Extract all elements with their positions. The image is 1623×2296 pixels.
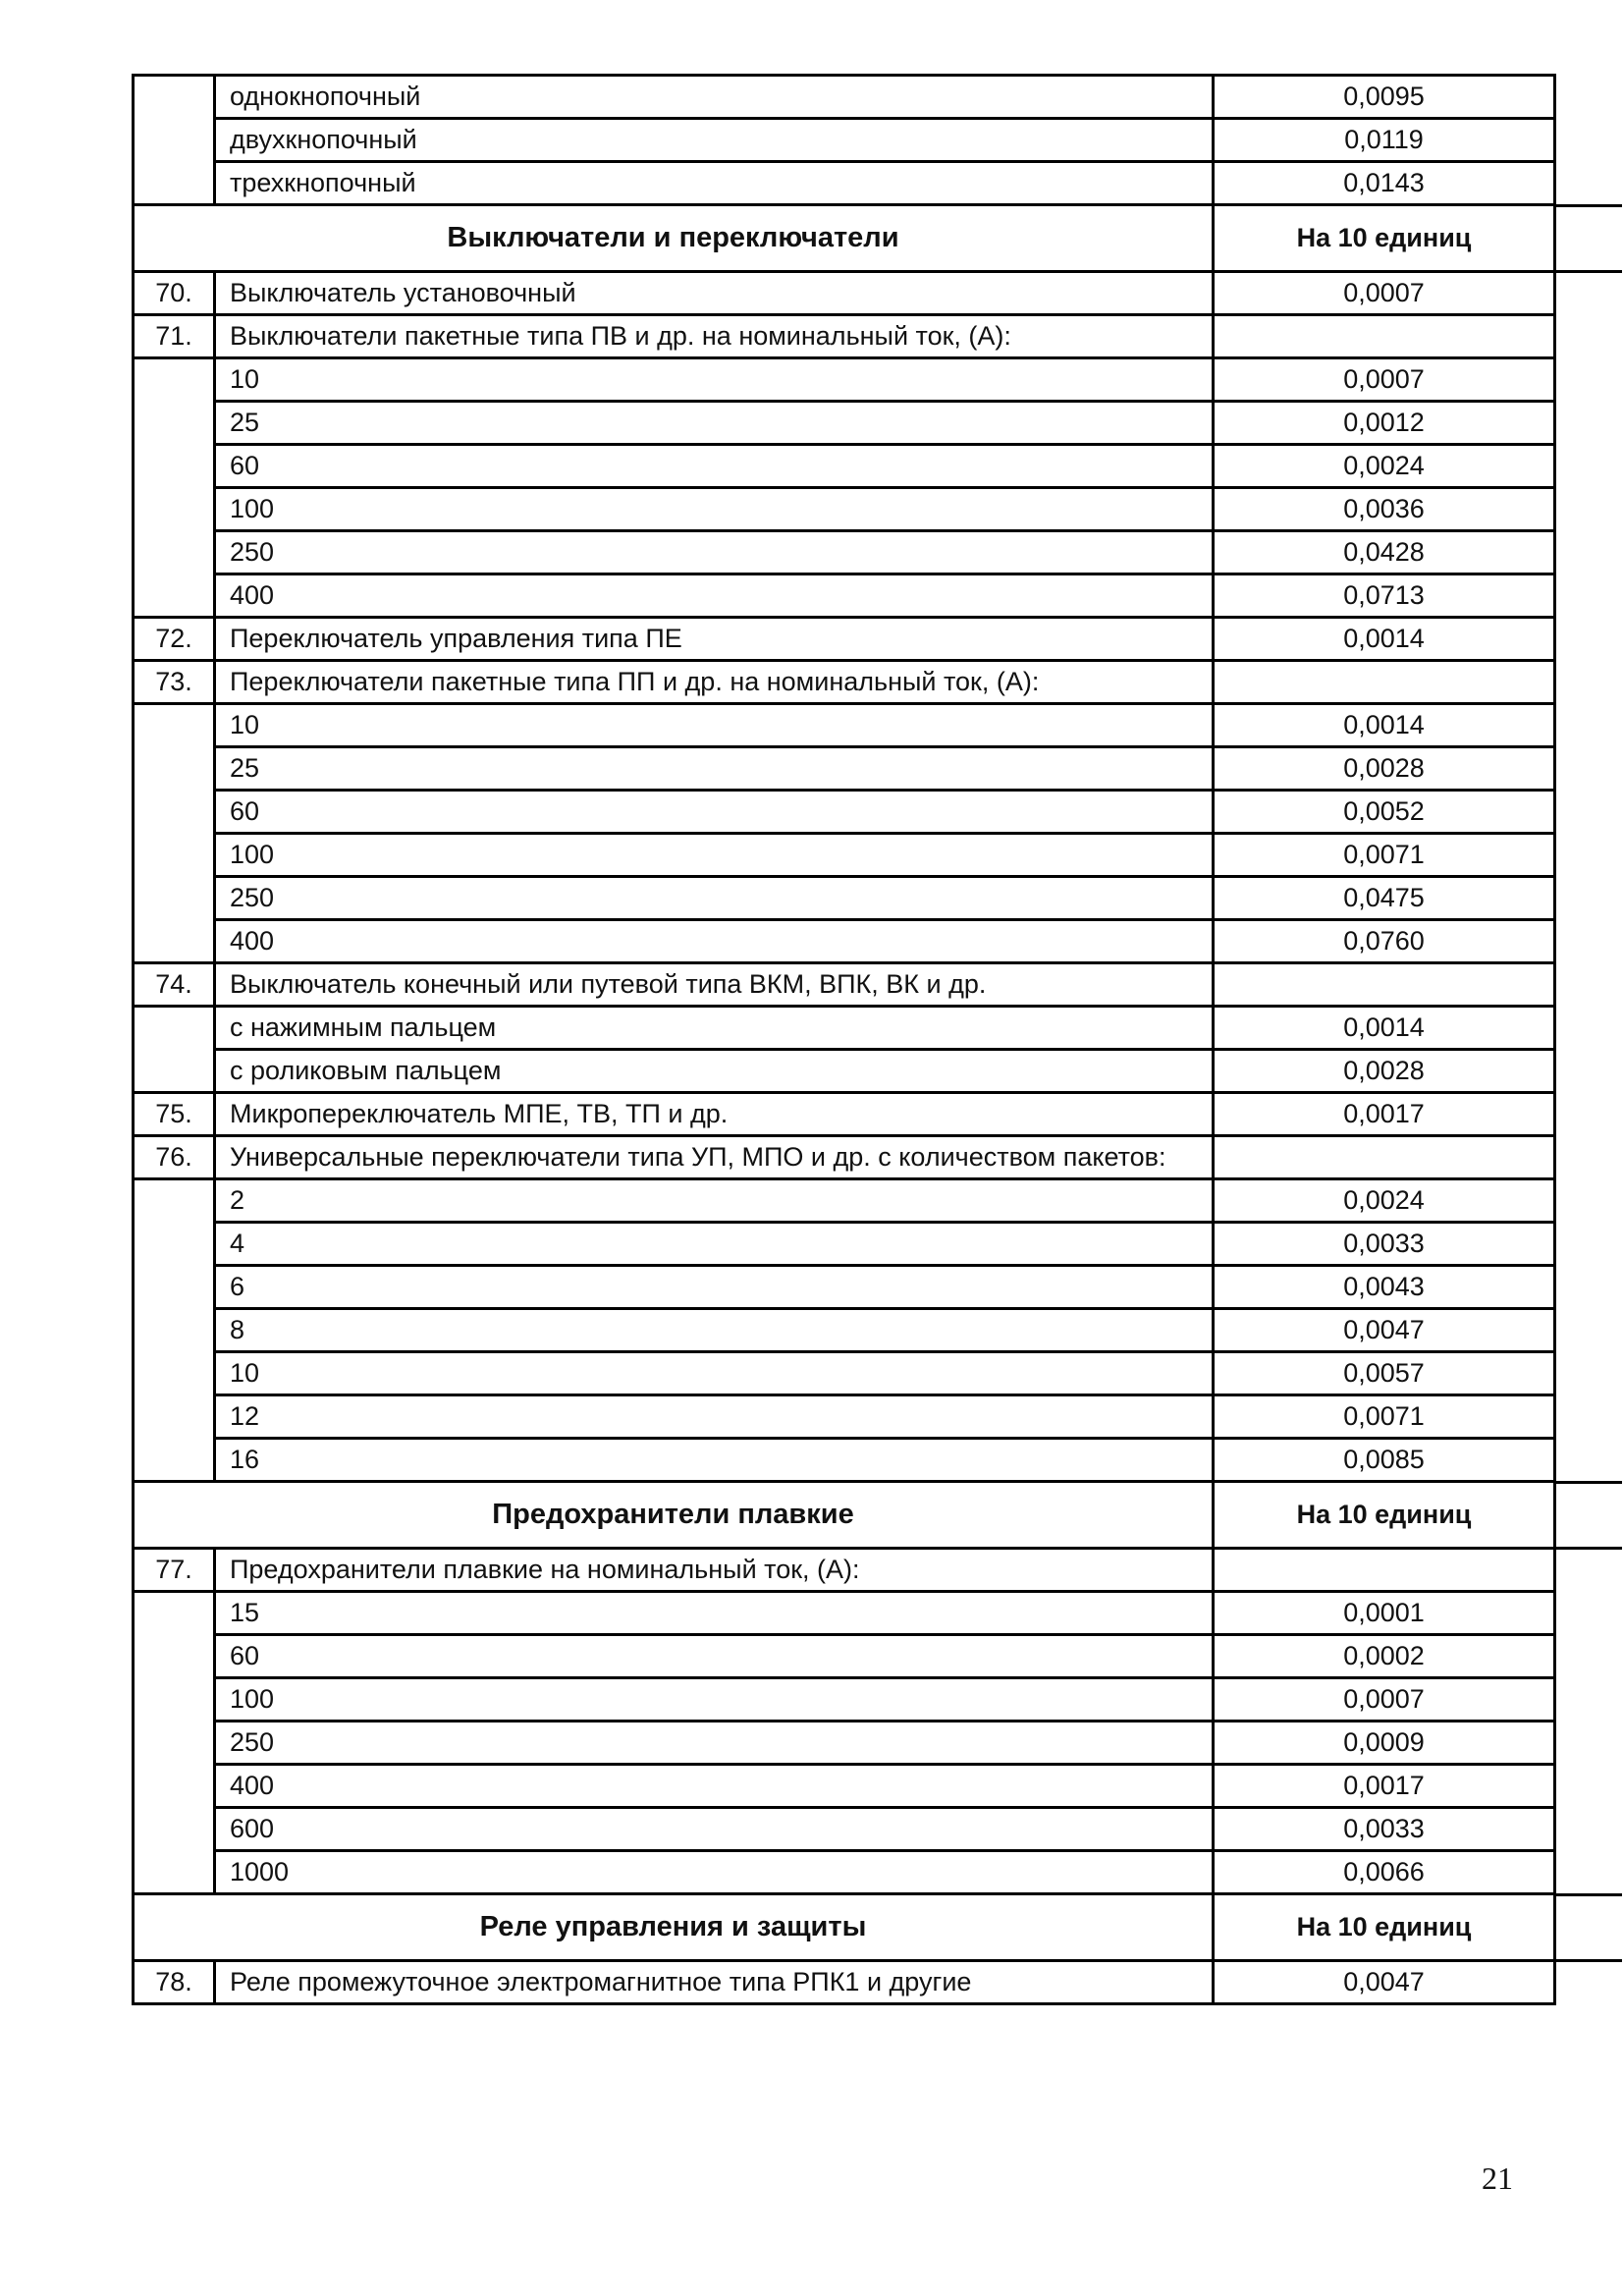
description-cell: 12 (215, 1395, 1214, 1439)
row-number-cell (134, 1851, 215, 1894)
table-subrow (134, 574, 1555, 618)
table-subrow (134, 920, 1555, 963)
row-number-cell (134, 119, 215, 162)
description-cell: 60 (215, 791, 1214, 834)
row-number-cell (134, 1223, 215, 1266)
description-cell: 10 (215, 1352, 1214, 1395)
description-cell: 60 (215, 1635, 1214, 1678)
table-row (134, 1961, 1555, 2004)
row-number-cell: 77. (134, 1549, 215, 1592)
description-cell: 60 (215, 445, 1214, 488)
row-number-cell (134, 531, 215, 574)
value-cell: 0,0014 (1214, 1007, 1555, 1050)
description-cell: Переключатель управления типа ПЕ (215, 618, 1214, 661)
row-number-cell (134, 76, 215, 119)
value-cell: 0,0143 (1214, 162, 1555, 205)
table-subrow (134, 445, 1555, 488)
description-cell: 400 (215, 1765, 1214, 1808)
table-subrow (134, 1395, 1555, 1439)
row-number-cell: 76. (134, 1136, 215, 1179)
description-cell: 250 (215, 531, 1214, 574)
description-cell: 250 (215, 1722, 1214, 1765)
value-cell: 0,0028 (1214, 1050, 1555, 1093)
description-cell: с роликовым пальцем (215, 1050, 1214, 1093)
value-cell: 0,0014 (1214, 704, 1555, 747)
value-cell: 0,0095 (1214, 76, 1555, 119)
description-cell: Реле промежуточное электромагнитное типа РПК1 и другие (215, 1961, 1214, 2004)
row-number-cell (134, 920, 215, 963)
section-unit: На 10 единиц (1214, 1482, 1555, 1549)
value-cell: 0,0760 (1214, 920, 1555, 963)
row-number-cell (134, 1266, 215, 1309)
value-cell: 0,0017 (1214, 1765, 1555, 1808)
table-subrow (134, 531, 1555, 574)
row-number-cell (134, 834, 215, 877)
table-row (134, 618, 1555, 661)
row-number-cell: 74. (134, 963, 215, 1007)
table-subrow (134, 1223, 1555, 1266)
row-number-cell (134, 1309, 215, 1352)
value-cell: 0,0033 (1214, 1223, 1555, 1266)
value-cell: 0,0052 (1214, 791, 1555, 834)
row-number-cell (134, 445, 215, 488)
value-cell: 0,0014 (1214, 618, 1555, 661)
table-subrow (134, 1678, 1555, 1722)
row-number-cell: 72. (134, 618, 215, 661)
row-number-cell (134, 358, 215, 402)
table-subrow (134, 76, 1555, 119)
table-subrow (134, 1592, 1555, 1635)
value-cell (1214, 963, 1555, 1007)
description-cell: 6 (215, 1266, 1214, 1309)
row-number-cell (134, 1678, 215, 1722)
norms-table (132, 74, 1556, 2005)
table-subrow (134, 791, 1555, 834)
row-number-cell: 71. (134, 315, 215, 358)
table-subrow (134, 877, 1555, 920)
description-cell: Переключатели пакетные типа ПП и др. на номинальный ток, (А): (215, 661, 1214, 704)
section-header-row (134, 205, 1555, 272)
description-cell: 600 (215, 1808, 1214, 1851)
value-cell (1214, 315, 1555, 358)
row-number-cell (134, 1352, 215, 1395)
description-cell: 2 (215, 1179, 1214, 1223)
table-subrow (134, 1722, 1555, 1765)
table-row (134, 1093, 1555, 1136)
row-number-cell (134, 1722, 215, 1765)
description-cell: Выключатель конечный или путевой типа ВКМ, ВПК, ВК и др. (215, 963, 1214, 1007)
table-subrow (134, 1266, 1555, 1309)
table-subrow (134, 1050, 1555, 1093)
value-cell: 0,0007 (1214, 1678, 1555, 1722)
table-subrow (134, 358, 1555, 402)
section-unit: На 10 единиц (1214, 205, 1555, 272)
table-subrow (134, 834, 1555, 877)
table-row (134, 1136, 1555, 1179)
row-number-cell (134, 574, 215, 618)
table-subrow (134, 488, 1555, 531)
description-cell: Предохранители плавкие на номинальный ток, (А): (215, 1549, 1214, 1592)
row-number-cell (134, 1635, 215, 1678)
table-subrow (134, 1309, 1555, 1352)
value-cell: 0,0475 (1214, 877, 1555, 920)
description-cell: 10 (215, 358, 1214, 402)
row-number-cell (134, 1765, 215, 1808)
description-cell: 250 (215, 877, 1214, 920)
value-cell: 0,0033 (1214, 1808, 1555, 1851)
description-cell: 16 (215, 1439, 1214, 1482)
description-cell: 8 (215, 1309, 1214, 1352)
table-row (134, 1549, 1555, 1592)
value-cell: 0,0017 (1214, 1093, 1555, 1136)
description-cell: двухкнопочный (215, 119, 1214, 162)
description-cell: 1000 (215, 1851, 1214, 1894)
row-number-cell: 78. (134, 1961, 215, 2004)
table-subrow (134, 1808, 1555, 1851)
value-cell: 0,0428 (1214, 531, 1555, 574)
section-header-row (134, 1482, 1555, 1549)
table-subrow (134, 1179, 1555, 1223)
description-cell: 100 (215, 834, 1214, 877)
value-cell: 0,0001 (1214, 1592, 1555, 1635)
value-cell: 0,0007 (1214, 272, 1555, 315)
description-cell: Выключатель установочный (215, 272, 1214, 315)
description-cell: 10 (215, 704, 1214, 747)
value-cell: 0,0071 (1214, 834, 1555, 877)
row-number-cell (134, 1808, 215, 1851)
description-cell: 100 (215, 488, 1214, 531)
table-row (134, 661, 1555, 704)
value-cell: 0,0085 (1214, 1439, 1555, 1482)
description-cell: Выключатели пакетные типа ПВ и др. на номинальный ток, (А): (215, 315, 1214, 358)
table-row (134, 272, 1555, 315)
description-cell: 100 (215, 1678, 1214, 1722)
value-cell (1214, 1549, 1555, 1592)
row-number-cell: 70. (134, 272, 215, 315)
section-unit: На 10 единиц (1214, 1894, 1555, 1961)
row-number-cell (134, 1179, 215, 1223)
description-cell: 25 (215, 402, 1214, 445)
value-cell: 0,0043 (1214, 1266, 1555, 1309)
value-cell (1214, 1136, 1555, 1179)
value-cell: 0,0012 (1214, 402, 1555, 445)
value-cell: 0,0066 (1214, 1851, 1555, 1894)
table-subrow (134, 162, 1555, 205)
description-cell: трехкнопочный (215, 162, 1214, 205)
row-number-cell (134, 704, 215, 747)
description-cell: 400 (215, 920, 1214, 963)
table-subrow (134, 1851, 1555, 1894)
table-subrow (134, 1352, 1555, 1395)
description-cell: Универсальные переключатели типа УП, МПО и др. с количеством пакетов: (215, 1136, 1214, 1179)
value-cell: 0,0119 (1214, 119, 1555, 162)
section-header-row (134, 1894, 1555, 1961)
value-cell (1214, 661, 1555, 704)
description-cell: Микропереключатель МПЕ, ТВ, ТП и др. (215, 1093, 1214, 1136)
row-number-cell (134, 1050, 215, 1093)
table-subrow (134, 1635, 1555, 1678)
table-subrow (134, 1007, 1555, 1050)
norms-table-body (134, 76, 1555, 2004)
value-cell: 0,0009 (1214, 1722, 1555, 1765)
table-subrow (134, 402, 1555, 445)
value-cell: 0,0024 (1214, 1179, 1555, 1223)
section-row-line-extension (1553, 204, 1622, 273)
table-row (134, 315, 1555, 358)
row-number-cell: 73. (134, 661, 215, 704)
value-cell: 0,0028 (1214, 747, 1555, 791)
row-number-cell (134, 488, 215, 531)
section-title: Выключатели и переключатели (134, 205, 1214, 272)
table-subrow (134, 704, 1555, 747)
value-cell: 0,0071 (1214, 1395, 1555, 1439)
row-number-cell (134, 747, 215, 791)
row-number-cell (134, 877, 215, 920)
row-number-cell (134, 791, 215, 834)
value-cell: 0,0047 (1214, 1961, 1555, 2004)
description-cell: 400 (215, 574, 1214, 618)
row-number-cell (134, 1439, 215, 1482)
row-number-cell (134, 402, 215, 445)
value-cell: 0,0002 (1214, 1635, 1555, 1678)
row-number-cell (134, 1007, 215, 1050)
value-cell: 0,0007 (1214, 358, 1555, 402)
description-cell: с нажимным пальцем (215, 1007, 1214, 1050)
description-cell: 25 (215, 747, 1214, 791)
value-cell: 0,0024 (1214, 445, 1555, 488)
page-number: 21 (1482, 2160, 1513, 2196)
table-subrow (134, 119, 1555, 162)
table-row (134, 963, 1555, 1007)
table-subrow (134, 1765, 1555, 1808)
value-cell: 0,0036 (1214, 488, 1555, 531)
description-cell: однокнопочный (215, 76, 1214, 119)
row-number-cell (134, 162, 215, 205)
value-cell: 0,0713 (1214, 574, 1555, 618)
table-subrow (134, 1439, 1555, 1482)
row-number-cell (134, 1395, 215, 1439)
row-number-cell (134, 1592, 215, 1635)
section-row-line-extension (1553, 1481, 1622, 1550)
section-title: Предохранители плавкие (134, 1482, 1214, 1549)
table-subrow (134, 747, 1555, 791)
section-row-line-extension (1553, 1893, 1622, 1962)
description-cell: 15 (215, 1592, 1214, 1635)
value-cell: 0,0057 (1214, 1352, 1555, 1395)
section-title: Реле управления и защиты (134, 1894, 1214, 1961)
row-number-cell: 75. (134, 1093, 215, 1136)
value-cell: 0,0047 (1214, 1309, 1555, 1352)
description-cell: 4 (215, 1223, 1214, 1266)
